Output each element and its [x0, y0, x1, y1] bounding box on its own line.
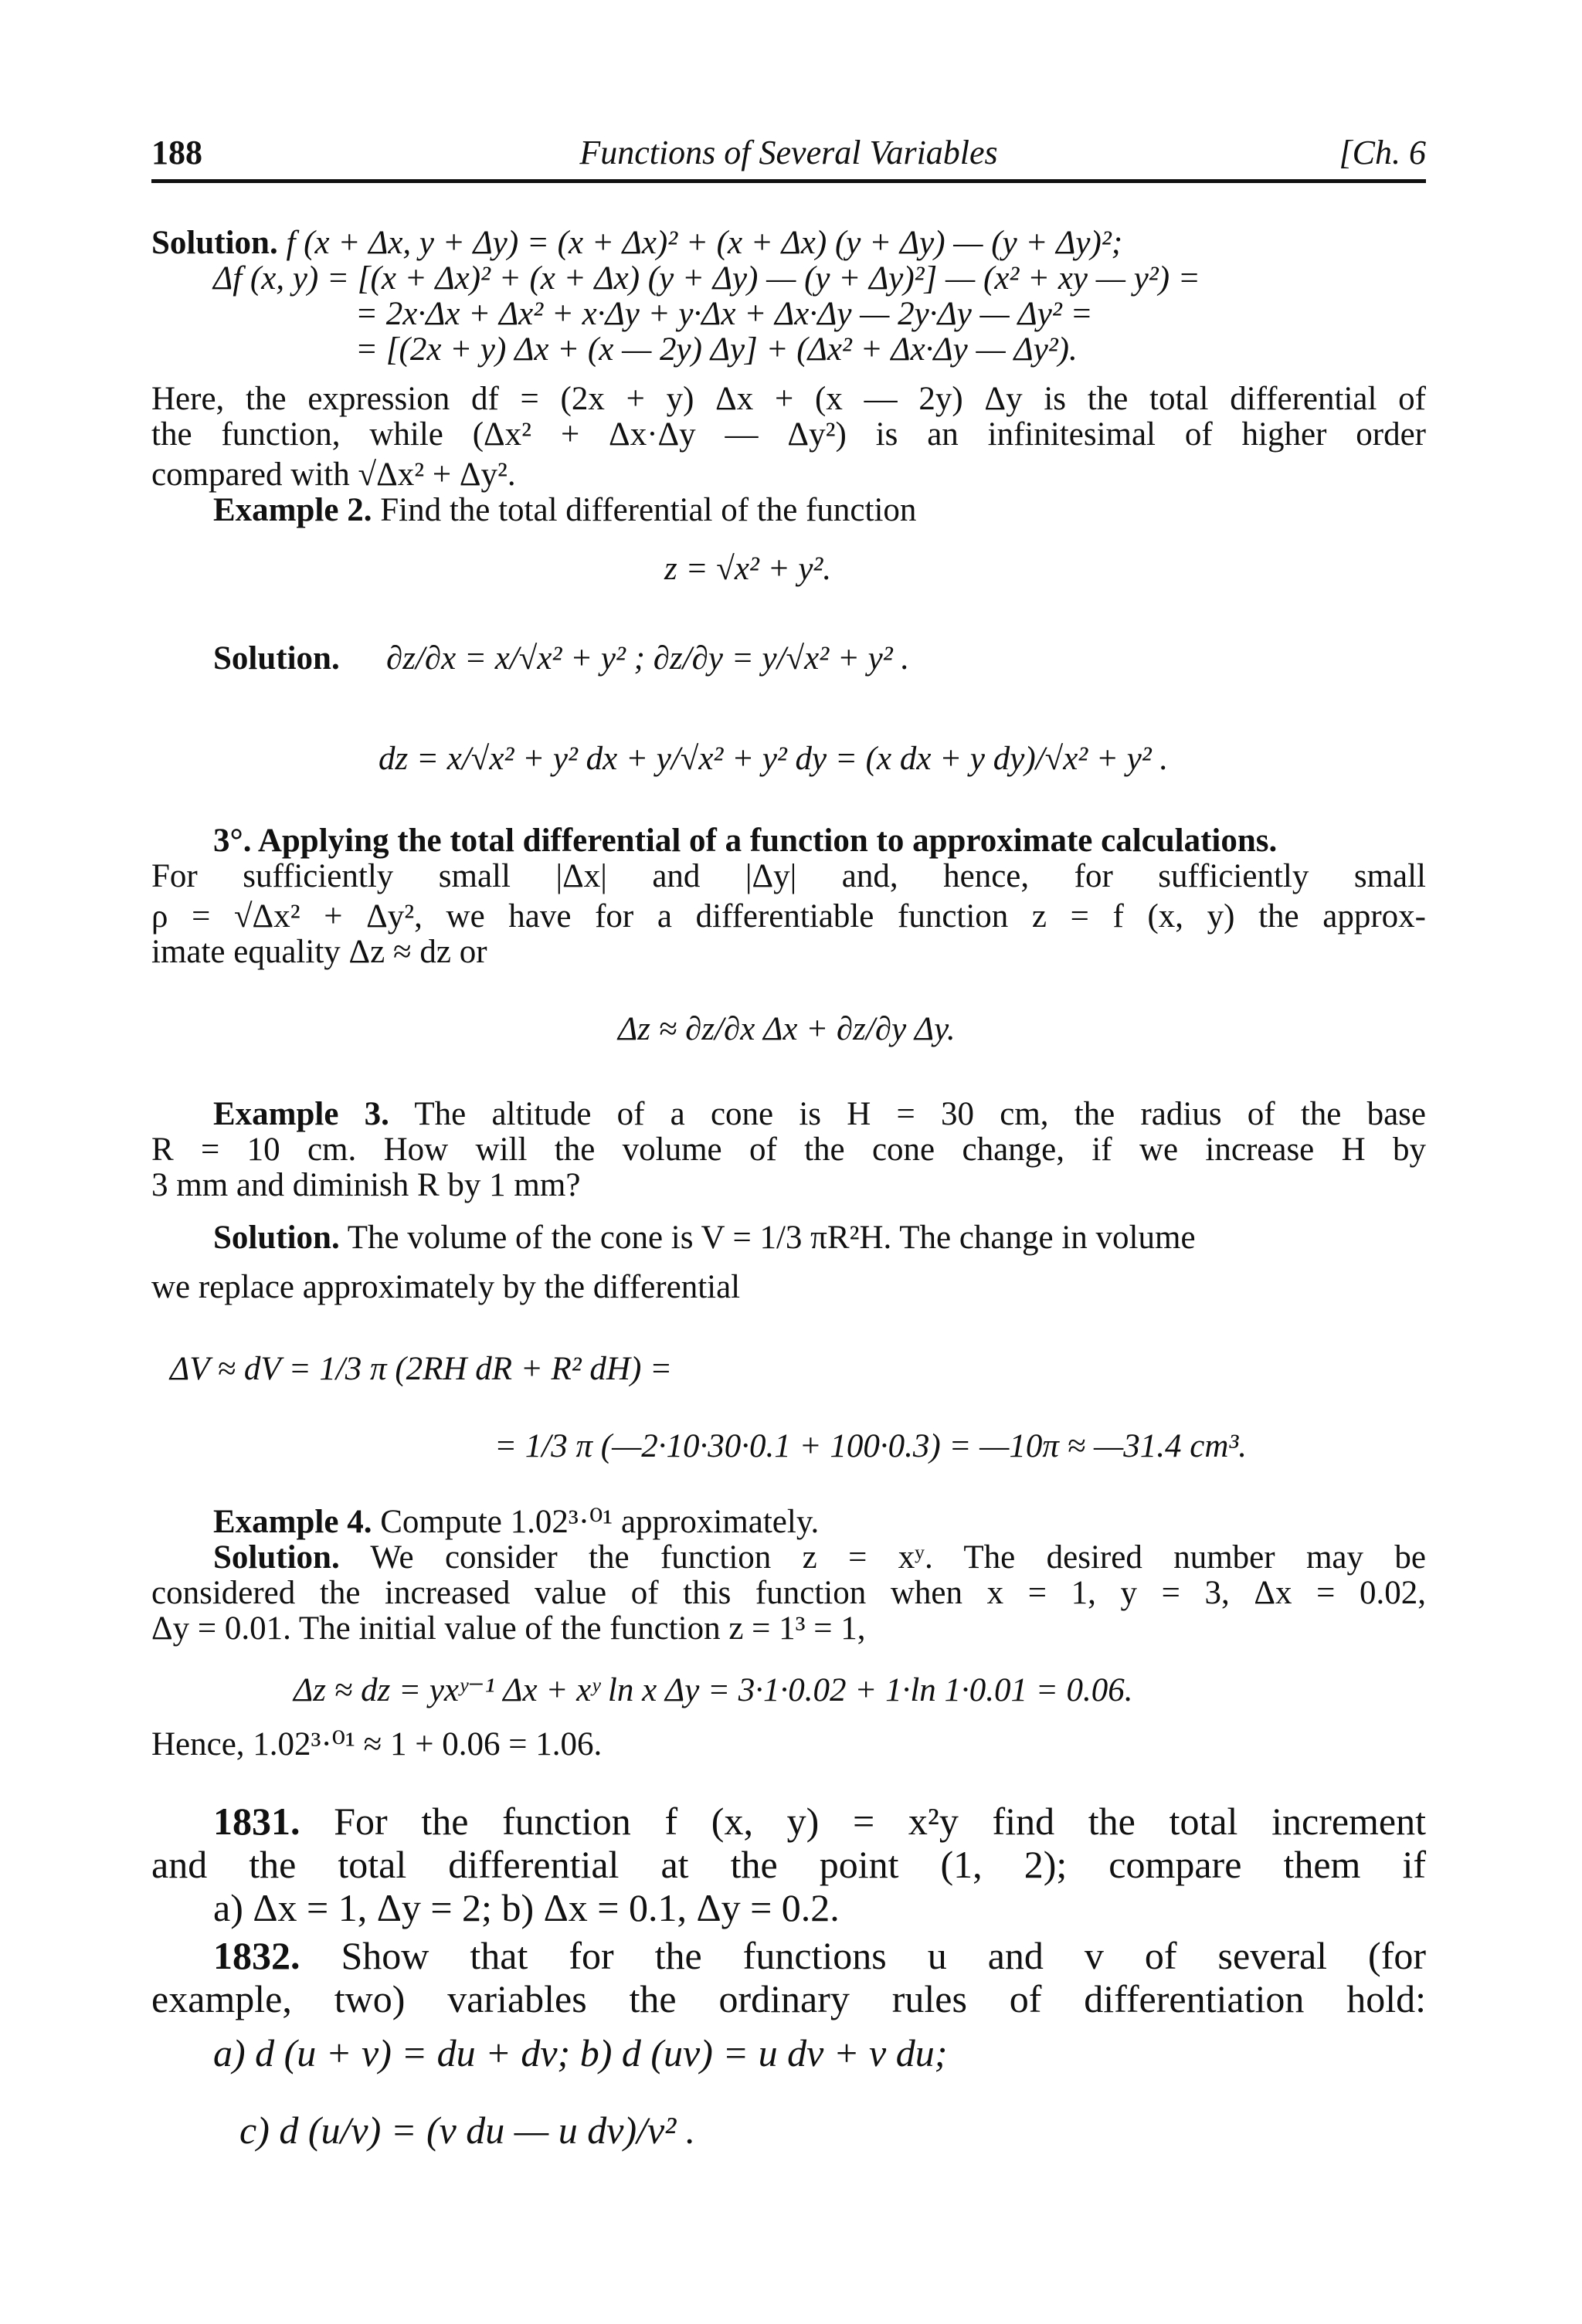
solution-label: Solution. [213, 1220, 340, 1256]
paragraph-line: ρ = √Δx² + Δy², we have for a differentiable function z = f (x, y) the approx- [151, 898, 1426, 935]
solution-text: The volume of the cone is V = 1/3 πR²H. The change in volume [347, 1220, 1196, 1256]
problem-text: Show that for the functions u and v of several (for [341, 1934, 1427, 1977]
example-4-solution [213, 1540, 1426, 1576]
formula: f (x + Δx, y + Δy) = (x + Δx)² + (x + Δx) (y + Δy) — (y + Δy)²; [286, 225, 1123, 261]
section-heading-text: 3°. Applying the total differential of a function to approximate calculations. [213, 823, 1278, 859]
solution-1-line-2: Δf (x, y) = [(x + Δx)² + (x + Δx) (y + Δy) — (y + Δy)²] — (x² + xy — y²) = [213, 260, 1200, 297]
paragraph-line: Δy = 0.01. The initial value of the function z = 1³ = 1, [151, 1610, 866, 1647]
equation: dz = x/√x² + y² dx + y/√x² + y² dy = (x dx + y dy)/√x² + y² . [379, 741, 1169, 777]
solution-label: Solution. [151, 225, 278, 261]
example-2-solution [213, 641, 340, 677]
problem-line: c) d (u/v) = (v du — u dv)/v² . [239, 2109, 696, 2152]
paragraph-line: For sufficiently small |Δx| and |Δy| and, hence, for sufficiently small [151, 858, 1426, 894]
problem-line: and the total differential at the point (1, 2); compare them if [151, 1843, 1426, 1886]
paragraph-line: considered the increased value of this function when x = 1, y = 3, Δx = 0.02, [151, 1575, 1426, 1611]
equation: Δz ≈ dz = yxʸ⁻¹ Δx + xʸ ln x Δy = 3·1·0.02 + 1·ln 1·0.01 = 0.06. [294, 1672, 1133, 1708]
example-text: Find the total differential of the function [380, 492, 917, 528]
page-number: 188 [151, 134, 202, 171]
problem-number: 1831. [213, 1800, 300, 1843]
paragraph-line: R = 10 cm. How will the volume of the cone change, if we increase H by [151, 1131, 1426, 1168]
paragraph-line: imate equality Δz ≈ dz or [151, 934, 487, 970]
equation: = 1/3 π (—2·10·30·0.1 + 100·0.3) = —10π ≈ —31.4 cm³. [494, 1428, 1248, 1464]
example-2-line [213, 493, 916, 528]
example-text: The altitude of a cone is H = 30 cm, the radius of the base [414, 1096, 1426, 1132]
solution-1-line-1 [151, 226, 1122, 261]
problem-text: For the function f (x, y) = x²y find the total increment [334, 1800, 1427, 1843]
problem-line: a) d (u + v) = du + dv; b) d (uv) = u dv + v du; [213, 2031, 948, 2075]
paragraph-line: Hence, 1.02³·⁰¹ ≈ 1 + 0.06 = 1.06. [151, 1726, 603, 1763]
solution-label: Solution. [213, 640, 340, 677]
problem-line: example, two) variables the ordinary rules of differentiation hold: [151, 1977, 1426, 2020]
paragraph-line: 3 mm and diminish R by 1 mm? [151, 1167, 581, 1203]
paragraph-line: Here, the expression df = (2x + y) Δx + (x — 2y) Δy is the total differential of [151, 381, 1426, 417]
example-4-line [213, 1505, 819, 1540]
example-3-solution [213, 1220, 1196, 1256]
paragraph-line: compared with √Δx² + Δy². [151, 456, 516, 493]
equation: ∂z/∂x = x/√x² + y² ; ∂z/∂y = y/√x² + y² . [386, 640, 910, 677]
example-label: Example 4. [213, 1504, 372, 1540]
solution-label: Solution. [213, 1539, 340, 1576]
example-label: Example 2. [213, 492, 372, 528]
problem-number: 1832. [213, 1934, 300, 1977]
solution-1-line-4: = [(2x + y) Δx + (x — 2y) Δy] + (Δx² + Δx·Δy — Δy²). [355, 331, 1078, 368]
paragraph-line: we replace approximately by the differential [151, 1269, 741, 1305]
solution-text: We consider the function z = xʸ. The desired number may be [370, 1539, 1426, 1576]
equation: z = √x² + y². [664, 551, 832, 587]
chapter-label: [Ch. 6 [1339, 134, 1426, 171]
problem-line: a) Δx = 1, Δy = 2; b) Δx = 0.1, Δy = 0.2. [213, 1886, 840, 1929]
example-text: Compute 1.02³·⁰¹ approximately. [380, 1504, 820, 1540]
problem-1831 [213, 1800, 1426, 1843]
solution-1-line-3: = 2x·Δx + Δx² + x·Δy + y·Δx + Δx·Δy — 2y·Δy — Δy² = [355, 296, 1093, 332]
problem-1832 [213, 1934, 1426, 1977]
example-3-line [213, 1097, 1426, 1132]
running-head [151, 133, 1426, 183]
section-heading [213, 823, 1277, 859]
example-label: Example 3. [213, 1096, 389, 1132]
equation: Δz ≈ ∂z/∂x Δx + ∂z/∂y Δy. [618, 1011, 956, 1047]
equation: ΔV ≈ dV = 1/3 π (2RH dR + R² dH) = [170, 1351, 673, 1387]
paragraph-line: the function, while (Δx² + Δx·Δy — Δy²) is an infinitesimal of higher order [151, 416, 1426, 453]
running-title: Functions of Several Variables [579, 134, 998, 171]
